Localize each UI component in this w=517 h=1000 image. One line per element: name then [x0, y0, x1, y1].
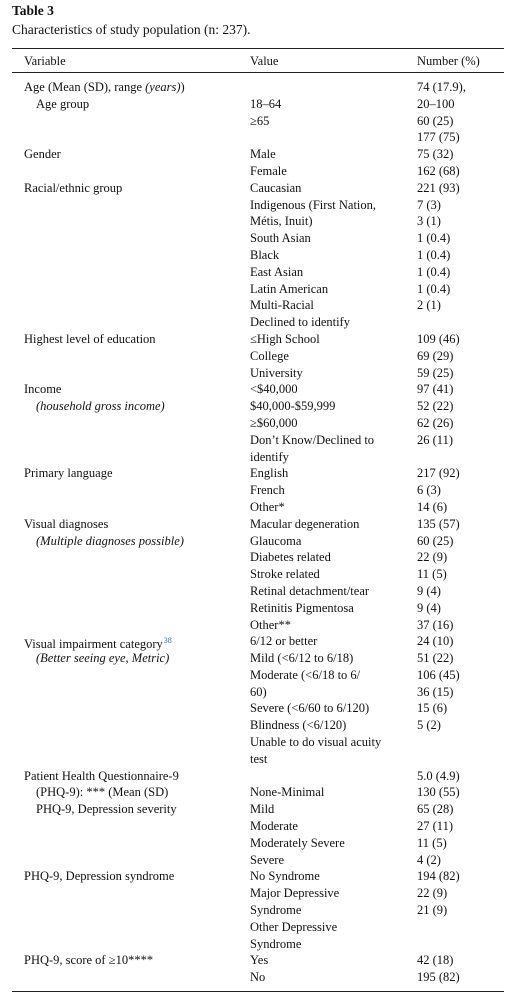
table-row	[0, 213, 517, 230]
value-cell: Other**	[250, 617, 291, 632]
variable-text: Age group	[36, 96, 90, 111]
number-cell: 59 (25)	[417, 365, 454, 380]
table-row	[0, 79, 517, 96]
value-cell: Black	[250, 247, 280, 262]
value-cell: Syndrome	[250, 936, 302, 951]
table-row	[0, 113, 517, 130]
number-cell: 52 (22)	[417, 399, 454, 414]
variable-cell	[24, 868, 174, 885]
value-cell: Unable to do visual acuity	[250, 735, 382, 750]
variable-cell	[24, 180, 122, 197]
table-row	[0, 230, 517, 247]
value-cell: Male	[250, 147, 276, 162]
table-row	[0, 684, 517, 701]
value-cell: Moderate	[250, 819, 298, 834]
value-cell: 18–64	[250, 96, 282, 111]
value-cell: Blindness (<6/120)	[250, 718, 347, 733]
variable-cell	[24, 768, 179, 785]
table-row	[0, 835, 517, 852]
value-cell: 60)	[250, 684, 267, 699]
table-row	[0, 549, 517, 566]
number-cell: 22 (9)	[417, 886, 448, 901]
table-row	[0, 566, 517, 583]
value-cell: Métis, Inuit)	[250, 214, 313, 229]
number-cell: 130 (55)	[417, 785, 460, 800]
value-cell: No Syndrome	[250, 869, 320, 884]
table-row	[0, 734, 517, 751]
table-row	[0, 516, 517, 533]
value-cell: $40,000-$59,999	[250, 399, 336, 414]
variable-text: Patient Health Questionnaire-9	[24, 768, 179, 783]
variable-text: Racial/ethnic group	[24, 180, 123, 195]
value-cell: Latin American	[250, 281, 329, 296]
variable-cell	[36, 801, 177, 818]
table-row	[0, 952, 517, 969]
table-row	[0, 868, 517, 885]
table-row	[0, 180, 517, 197]
value-cell: Caucasian	[250, 180, 302, 195]
table-row	[0, 852, 517, 869]
number-cell: 20–100	[417, 96, 455, 111]
table-row	[0, 818, 517, 835]
number-cell: 9 (4)	[417, 600, 441, 615]
value-cell: Declined to identify	[250, 315, 350, 330]
variable-cell	[36, 96, 89, 113]
number-cell: 36 (15)	[417, 684, 454, 699]
number-cell: 75 (32)	[417, 147, 454, 162]
value-cell: Multi-Racial	[250, 298, 314, 313]
value-cell: Macular degeneration	[250, 516, 360, 531]
number-cell: 42 (18)	[417, 953, 454, 968]
variable-cell	[36, 650, 169, 667]
value-cell: Female	[250, 163, 287, 178]
number-cell: 37 (16)	[417, 617, 454, 632]
bottom-rule	[12, 991, 504, 992]
value-cell: English	[250, 466, 289, 481]
value-cell: Diabetes related	[250, 550, 331, 565]
header-rule	[12, 72, 504, 73]
table-row	[0, 717, 517, 734]
number-cell: 4 (2)	[417, 852, 441, 867]
variable-text: Highest level of education	[24, 331, 156, 346]
value-cell: Other Depressive	[250, 919, 338, 934]
table-row	[0, 633, 517, 650]
number-cell: 6 (3)	[417, 483, 441, 498]
value-cell: Glaucoma	[250, 533, 302, 548]
table-row	[0, 751, 517, 768]
value-cell: ≤High School	[250, 331, 320, 346]
number-cell: 106 (45)	[417, 667, 460, 682]
value-cell: ≥$60,000	[250, 415, 298, 430]
value-cell: Indigenous (First Nation,	[250, 197, 377, 212]
value-cell: Moderate (<6/18 to 6/	[250, 667, 361, 682]
table-row	[0, 365, 517, 382]
value-cell: College	[250, 348, 289, 363]
number-cell: 24 (10)	[417, 634, 454, 649]
value-cell: East Asian	[250, 264, 304, 279]
top-rule	[12, 48, 504, 49]
table-row	[0, 163, 517, 180]
number-cell: 1 (0.4)	[417, 231, 451, 246]
variable-cell	[24, 465, 113, 482]
number-cell: 97 (41)	[417, 382, 454, 397]
table-row	[0, 499, 517, 516]
number-cell: 7 (3)	[417, 197, 441, 212]
table-row	[0, 919, 517, 936]
table-row	[0, 129, 517, 146]
value-cell: Major Depressive	[250, 886, 340, 901]
variable-text: Gender	[24, 147, 61, 162]
value-cell: Other*	[250, 499, 285, 514]
variable-unit: (years)	[145, 80, 181, 94]
number-cell: 69 (29)	[417, 348, 454, 363]
table-row	[0, 600, 517, 617]
number-cell: 221 (93)	[417, 180, 460, 195]
table-row	[0, 96, 517, 113]
number-cell: 51 (22)	[417, 651, 454, 666]
number-cell: 65 (28)	[417, 802, 454, 817]
header-number: Number (%)	[417, 54, 480, 68]
number-cell: 1 (0.4)	[417, 247, 451, 262]
value-cell: University	[250, 365, 303, 380]
number-cell: 11 (5)	[417, 567, 447, 582]
value-cell: Stroke related	[250, 567, 320, 582]
variable-cell	[36, 533, 184, 550]
number-cell: 1 (0.4)	[417, 281, 451, 296]
value-cell: Severe	[250, 852, 285, 867]
variable-text: (household gross income)	[36, 399, 165, 414]
value-cell: test	[250, 751, 268, 766]
table-row	[0, 146, 517, 163]
variable-text: Visual impairment category	[24, 637, 163, 652]
value-cell: French	[250, 483, 285, 498]
value-cell: Yes	[250, 953, 269, 968]
value-cell: South Asian	[250, 231, 311, 246]
value-cell: Mild	[250, 802, 275, 817]
number-cell: 60 (25)	[417, 113, 454, 128]
variable-text: PHQ-9, Depression severity	[36, 802, 177, 817]
table-row	[0, 650, 517, 667]
value-cell: Retinal detachment/tear	[250, 583, 370, 598]
table-row	[0, 331, 517, 348]
table-row	[0, 617, 517, 634]
value-cell: 6/12 or better	[250, 634, 318, 649]
variable-cell	[24, 79, 185, 96]
number-cell: 135 (57)	[417, 516, 460, 531]
value-cell: Don’t Know/Declined to	[250, 432, 375, 447]
table-row	[0, 348, 517, 365]
number-cell: 11 (5)	[417, 835, 447, 850]
variable-tail: )	[180, 80, 185, 94]
number-cell: 27 (11)	[417, 819, 453, 834]
table-row	[0, 533, 517, 550]
table-row	[0, 801, 517, 818]
table-row	[0, 314, 517, 331]
number-cell: 177 (75)	[417, 130, 460, 145]
number-cell: 60 (25)	[417, 533, 454, 548]
number-cell: 5.0 (4.9)	[417, 768, 460, 783]
table-row	[0, 902, 517, 919]
value-cell: Severe (<6/60 to 6/120)	[250, 701, 370, 716]
table-row	[0, 768, 517, 785]
variable-cell	[24, 516, 108, 533]
variable-text: Age (Mean (SD), range	[24, 80, 146, 94]
value-cell: identify	[250, 449, 289, 464]
variable-cell	[36, 398, 165, 415]
number-cell: 109 (46)	[417, 331, 460, 346]
value-cell: ≥65	[250, 113, 270, 128]
table-row	[0, 885, 517, 902]
number-cell: 74 (17.9),	[417, 80, 466, 94]
number-cell: 26 (11)	[417, 432, 453, 447]
number-cell: 14 (6)	[417, 499, 448, 514]
variable-text: Visual diagnoses	[24, 516, 109, 531]
table-title: Table 3	[12, 3, 54, 18]
table-row	[0, 398, 517, 415]
variable-text: (PHQ-9): *** (Mean (SD)	[36, 785, 169, 800]
number-cell: 217 (92)	[417, 466, 460, 481]
header-value: Value	[250, 54, 279, 68]
number-cell: 62 (26)	[417, 415, 454, 430]
number-cell: 2 (1)	[417, 298, 441, 313]
variable-text: PHQ-9, Depression syndrome	[24, 869, 175, 884]
value-cell: <$40,000	[250, 382, 298, 397]
variable-cell	[36, 784, 168, 801]
value-cell: No	[250, 970, 266, 985]
table-caption: Characteristics of study population (n: 237).	[12, 22, 251, 37]
table-row	[0, 381, 517, 398]
table-row	[0, 482, 517, 499]
value-cell: Syndrome	[250, 903, 302, 918]
reference-link[interactable]: 38	[163, 636, 172, 646]
variable-cell	[24, 952, 153, 969]
number-cell: 22 (9)	[417, 550, 448, 565]
number-cell: 9 (4)	[417, 583, 441, 598]
table-row	[0, 936, 517, 953]
table-row	[0, 247, 517, 264]
table-row	[0, 667, 517, 684]
value-cell: None-Minimal	[250, 785, 325, 800]
value-cell: Mild (<6/12 to 6/18)	[250, 651, 354, 666]
table-row	[0, 297, 517, 314]
table-row	[0, 700, 517, 717]
number-cell: 162 (68)	[417, 163, 460, 178]
variable-text: Income	[24, 382, 62, 397]
table-row	[0, 415, 517, 432]
variable-text: (Better seeing eye, Metric)	[36, 651, 170, 666]
table-row	[0, 432, 517, 449]
number-cell: 5 (2)	[417, 718, 441, 733]
table-row	[0, 969, 517, 986]
header-variable: Variable	[24, 54, 66, 68]
value-cell: Retinitis Pigmentosa	[250, 600, 354, 615]
variable-cell	[24, 146, 61, 163]
number-cell: 1 (0.4)	[417, 264, 451, 279]
table-row	[0, 583, 517, 600]
table-row	[0, 281, 517, 298]
table-row	[0, 465, 517, 482]
variable-text: (Multiple diagnoses possible)	[36, 533, 184, 548]
number-cell: 3 (1)	[417, 214, 441, 229]
table-row	[0, 197, 517, 214]
table-row	[0, 449, 517, 466]
variable-text: PHQ-9, score of ≥10****	[24, 953, 154, 968]
number-cell: 194 (82)	[417, 869, 460, 884]
value-cell: Moderately Severe	[250, 835, 345, 850]
table-body	[0, 79, 517, 986]
variable-cell	[24, 381, 61, 398]
variable-cell	[24, 331, 156, 348]
number-cell: 21 (9)	[417, 903, 448, 918]
number-cell: 195 (82)	[417, 970, 460, 985]
variable-text: Primary language	[24, 466, 113, 481]
table-row	[0, 784, 517, 801]
table-row	[0, 264, 517, 281]
number-cell: 15 (6)	[417, 701, 448, 716]
